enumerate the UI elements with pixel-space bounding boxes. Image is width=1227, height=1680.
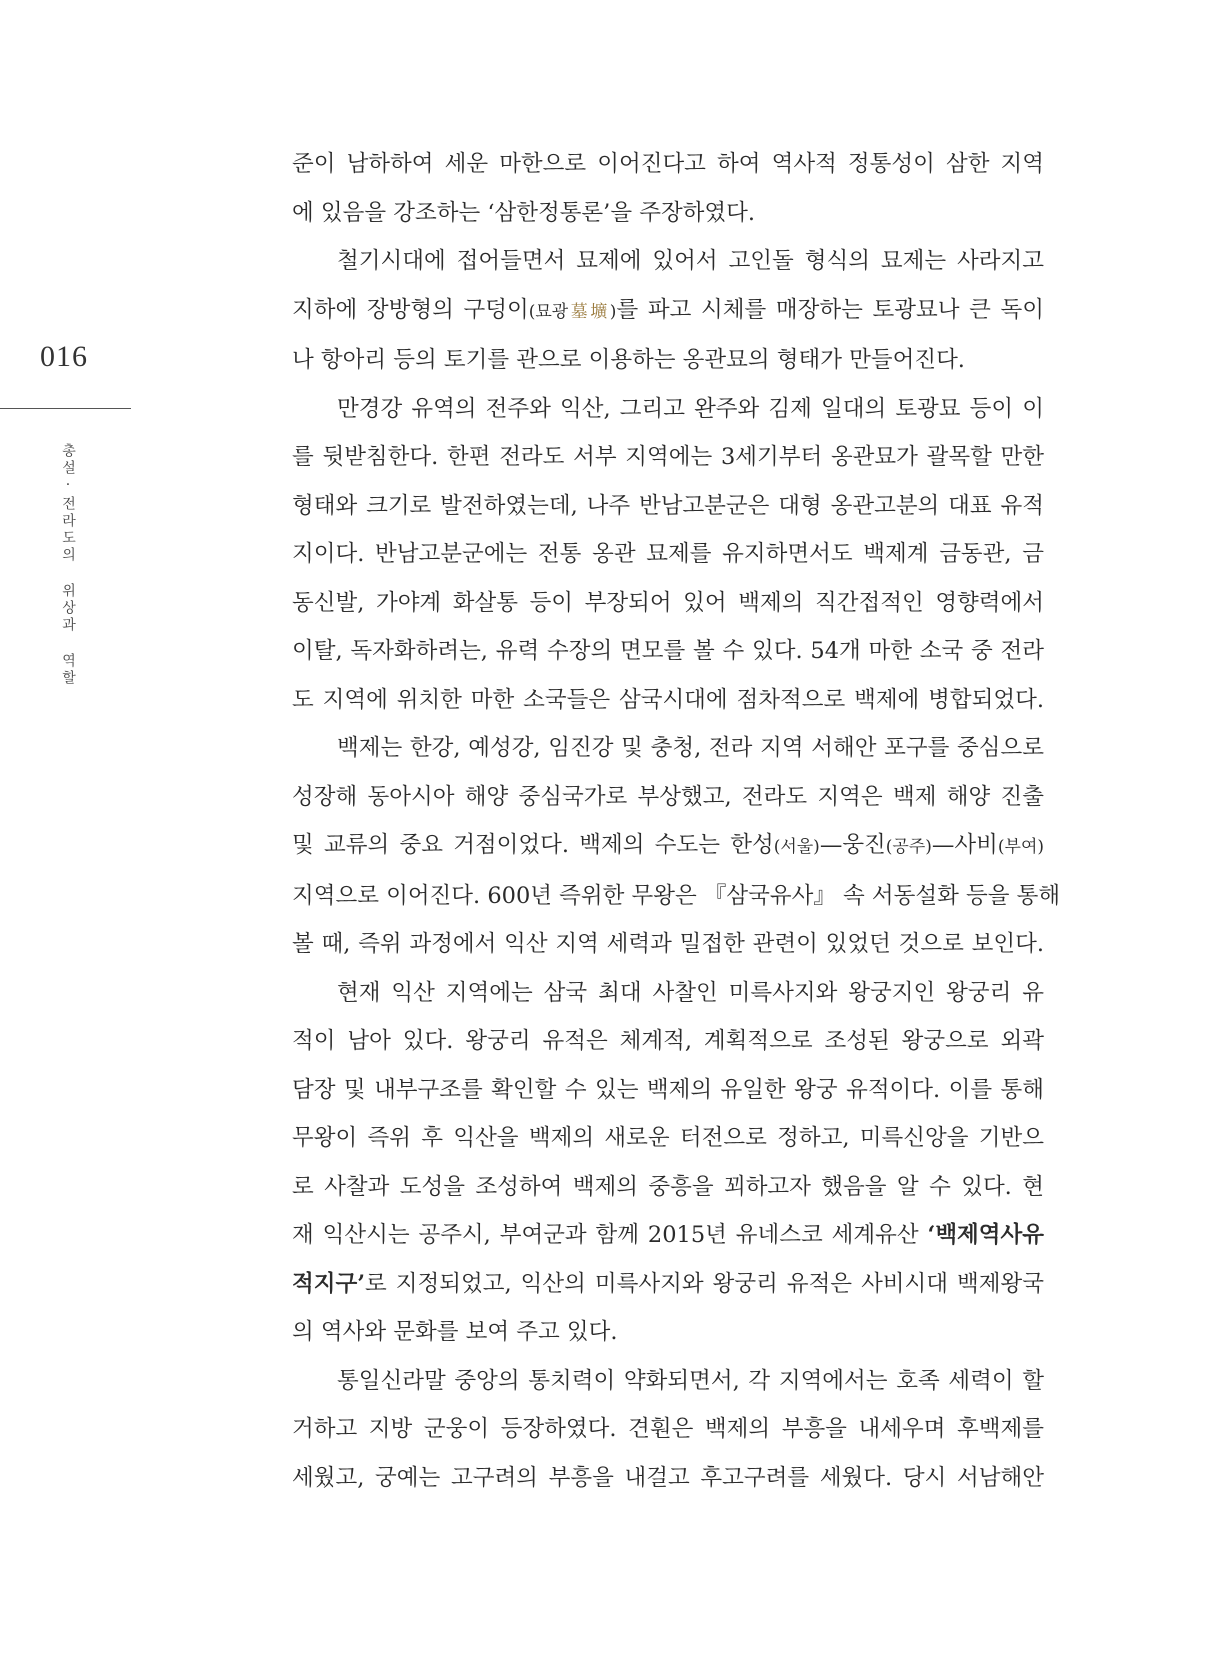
running-head: 총설·전라도의 위상과 역할 — [60, 443, 76, 687]
paragraph-2 — [292, 237, 1044, 385]
text-line: 통일신라말 중앙의 통치력이 약화되면서, 각 지역에서는 호족 세력이 할 — [337, 1367, 1044, 1394]
text-run: 로 지정되었고, 익산의 미륵사지와 왕궁리 유적은 사비시대 백제왕국 — [365, 1270, 1044, 1297]
text-line: 로 사찰과 도성을 조성하여 백제의 중흥을 꾀하고자 했음을 알 수 있다. 현 — [292, 1173, 1044, 1200]
text-line: 세웠고, 궁예는 고구려의 부흥을 내걸고 후고구려를 세웠다. 당시 서남해안 — [292, 1464, 1044, 1491]
paragraph-3 — [292, 385, 1044, 725]
text-run: 지하에 장방형의 구덩이 — [292, 296, 529, 323]
text-line: 백제는 한강, 예성강, 임진강 및 충청, 전라 지역 서해안 포구를 중심으로 — [337, 735, 1044, 761]
body-text — [292, 140, 1061, 1502]
text-line: 지이다. 반남고분군에는 전통 옹관 묘제를 유지하면서도 백제계 금동관, 금 — [292, 541, 1044, 567]
text-run: 재 익산시는 공주시, 부여군과 함께 2015년 유네스코 세계유산 — [292, 1222, 928, 1248]
paragraph-6 — [292, 1357, 1044, 1503]
text-line: 형태와 크기로 발전하였는데, 나주 반남고분군은 대형 옹관고분의 대표 유적 — [292, 492, 1044, 519]
gloss-close: ) — [609, 301, 617, 322]
text-run: —사비 — [931, 832, 998, 858]
emphasis-text: 적지구’ — [292, 1270, 366, 1297]
text-line — [292, 1260, 1044, 1309]
text-line: 지역으로 이어진다. 600년 즉위한 무왕은 『삼국유사』 속 서동설화 등을 통해 — [292, 882, 1061, 909]
text-line: 적이 남아 있다. 왕궁리 유적은 체계적, 계획적으로 조성된 왕궁으로 외곽 — [292, 1028, 1044, 1054]
text-line — [292, 821, 1044, 872]
page-number: 016 — [40, 340, 88, 373]
gloss-gongju: (공주) — [885, 837, 932, 857]
text-run: —웅진 — [819, 832, 886, 858]
text-line: 거하고 지방 군웅이 등장하였다. 견훤은 백제의 부흥을 내세우며 후백제를 — [292, 1416, 1044, 1442]
gloss-seoul: (서울) — [773, 837, 820, 857]
text-run: 및 교류의 중요 거점이었다. 백제의 수도는 한성 — [292, 832, 774, 858]
paragraph-5 — [292, 969, 1044, 1357]
text-line: 무왕이 즉위 후 익산을 백제의 새로운 터전으로 정하고, 미륵신앙을 기반으 — [292, 1125, 1044, 1151]
margin-rule — [0, 408, 131, 409]
hanja-gloss: 墓壙 — [568, 301, 610, 322]
text-line: 준이 남하하여 세운 마한으로 이어진다고 하여 역사적 정통성이 삼한 지역 — [292, 151, 1044, 177]
text-line: 이탈, 독자화하려는, 유력 수장의 면모를 볼 수 있다. 54개 마한 소국 중 전라 — [292, 638, 1044, 664]
text-line: 현재 익산 지역에는 삼국 최대 사찰인 미륵사지와 왕궁지인 왕궁리 유 — [337, 979, 1044, 1006]
text-line: 에 있음을 강조하는 ‘삼한정통론’을 주장하였다. — [292, 199, 756, 226]
paragraph-1 — [292, 140, 1044, 237]
text-line: 담장 및 내부구조를 확인할 수 있는 백제의 유일한 왕궁 유적이다. 이를 통해 — [292, 1076, 1044, 1103]
text-line: 만경강 유역의 전주와 익산, 그리고 완주와 김제 일대의 토광묘 등이 이 — [337, 395, 1044, 422]
text-line: 볼 때, 즉위 과정에서 익산 지역 세력과 밀접한 관련이 있었던 것으로 보인다. — [292, 931, 1044, 957]
text-line — [292, 1211, 1044, 1260]
text-line: 나 항아리 등의 토기를 관으로 이용하는 옹관묘의 형태가 만들어진다. — [292, 347, 965, 373]
text-line: 철기시대에 접어들면서 묘제에 있어서 고인돌 형식의 묘제는 사라지고 — [337, 248, 1044, 274]
text-run: 를 파고 시체를 매장하는 토광묘나 큰 독이 — [616, 296, 1045, 323]
text-line: 를 뒷받침한다. 한편 전라도 서부 지역에는 3세기부터 옹관묘가 괄목할 만한 — [292, 444, 1044, 470]
text-line: 의 역사와 문화를 보여 주고 있다. — [292, 1319, 618, 1345]
text-line: 동신발, 가야계 화살통 등이 부장되어 있어 백제의 직간접적인 영향력에서 — [292, 589, 1044, 616]
gloss-buyeo: (부여) — [997, 837, 1044, 857]
gloss-open: (묘광 — [528, 301, 569, 322]
text-line — [292, 286, 1044, 337]
text-line: 도 지역에 위치한 마한 소국들은 삼국시대에 점차적으로 백제에 병합되었다. — [292, 686, 1044, 713]
emphasis-text: ‘백제역사유 — [927, 1222, 1044, 1248]
paragraph-4 — [292, 724, 1061, 969]
text-line: 성장해 동아시아 해양 중심국가로 부상했고, 전라도 지역은 백제 해양 진출 — [292, 783, 1044, 810]
